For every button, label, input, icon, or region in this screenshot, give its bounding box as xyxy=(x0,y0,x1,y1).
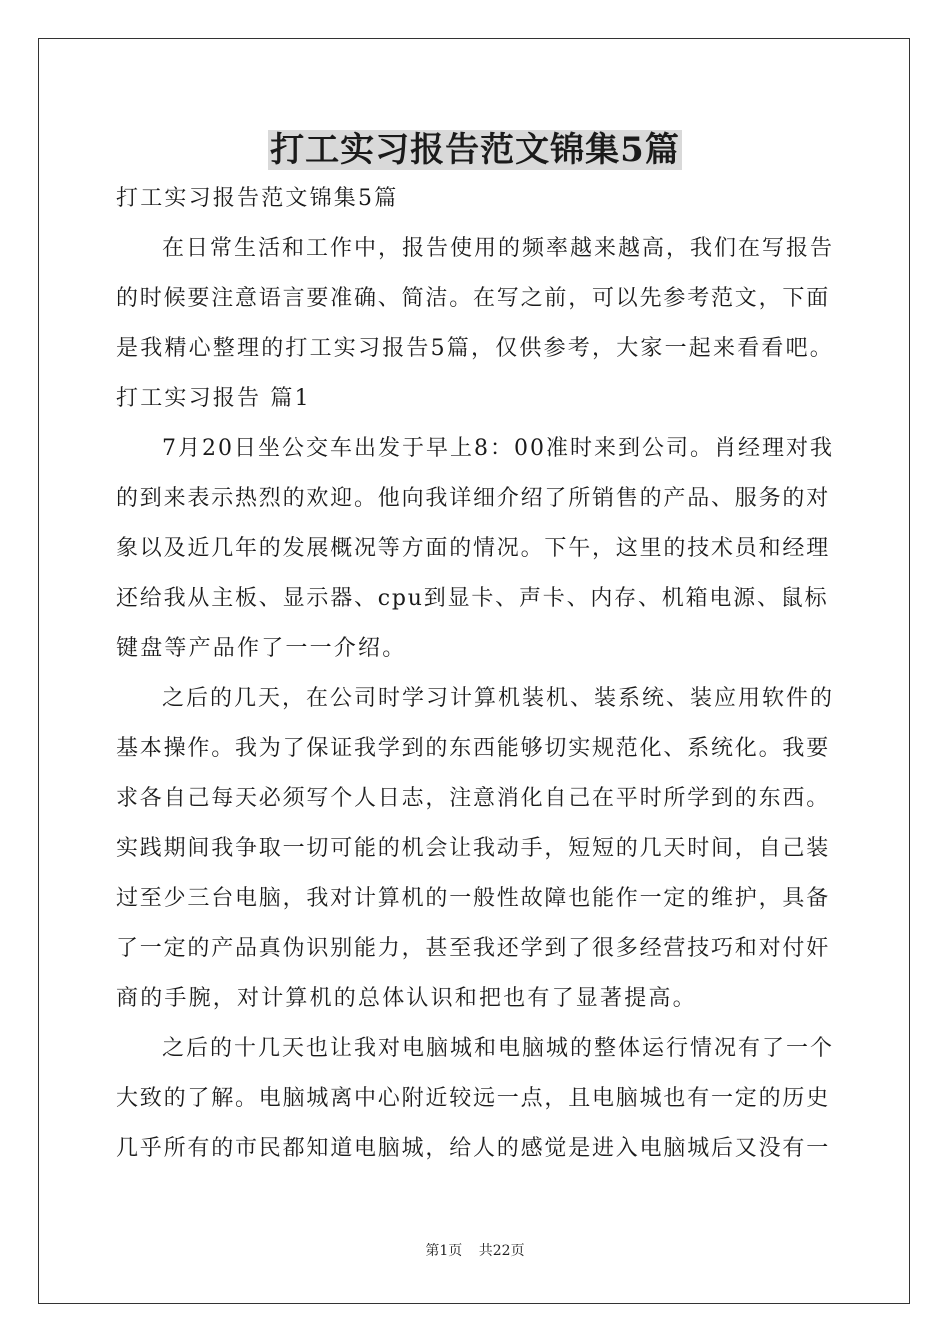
text-line: 基本操作。我为了保证我学到的东西能够切实规范化、系统化。我要 xyxy=(116,736,831,761)
text-line: 商的手腕，对计算机的总体认识和把也有了显著提高。 xyxy=(116,986,697,1011)
document-title xyxy=(0,126,950,174)
text-line: 键盘等产品作了一一介绍。 xyxy=(116,636,407,661)
page-number-total: 共22页 xyxy=(478,1243,525,1259)
text-line: 还给我从主板、显示器、cpu到显卡、声卡、内存、机箱电源、鼠标 xyxy=(116,586,829,611)
text-line: 是我精心整理的打工实习报告5篇，仅供参考，大家一起来看看吧。 xyxy=(116,336,834,361)
text-line: 求各自己每天必须写个人日志，注意消化自己在平时所学到的东西。 xyxy=(116,786,831,811)
document-body xyxy=(116,174,834,1174)
text-line: 大致的了解。电脑城离中心附近较远一点，且电脑城也有一定的历史 xyxy=(116,1086,831,1111)
page-number-current: 第1页 xyxy=(425,1243,463,1259)
text-line: 之后的十几天也让我对电脑城和电脑城的整体运行情况有了一个 xyxy=(162,1036,835,1061)
text-line: 7月20日坐公交车出发于早上8：00准时来到公司。肖经理对我 xyxy=(162,436,834,461)
text-line: 的到来表示热烈的欢迎。他向我详细介绍了所销售的产品、服务的对 xyxy=(116,486,831,511)
page-footer xyxy=(0,1240,950,1260)
document-title-text: 打工实习报告范文锦集5篇 xyxy=(270,130,680,170)
text-line: 打工实习报告范文锦集5篇 xyxy=(116,186,399,211)
text-line: 在日常生活和工作中，报告使用的频率越来越高，我们在写报告 xyxy=(162,236,835,261)
text-line: 过至少三台电脑，我对计算机的一般性故障也能作一定的维护，具备 xyxy=(116,886,831,911)
text-line: 之后的几天，在公司时学习计算机装机、装系统、装应用软件的 xyxy=(162,686,835,711)
text-line: 打工实习报告 篇1 xyxy=(116,386,311,411)
text-line: 实践期间我争取一切可能的机会让我动手，短短的几天时间，自己装 xyxy=(116,836,831,861)
text-line: 的时候要注意语言要准确、简洁。在写之前，可以先参考范文，下面 xyxy=(116,286,831,311)
text-line: 几乎所有的市民都知道电脑城，给人的感觉是进入电脑城后又没有一 xyxy=(116,1136,831,1161)
text-line: 了一定的产品真伪识别能力，甚至我还学到了很多经营技巧和对付奸 xyxy=(116,936,831,961)
text-line: 象以及近几年的发展概况等方面的情况。下午，这里的技术员和经理 xyxy=(116,536,831,561)
